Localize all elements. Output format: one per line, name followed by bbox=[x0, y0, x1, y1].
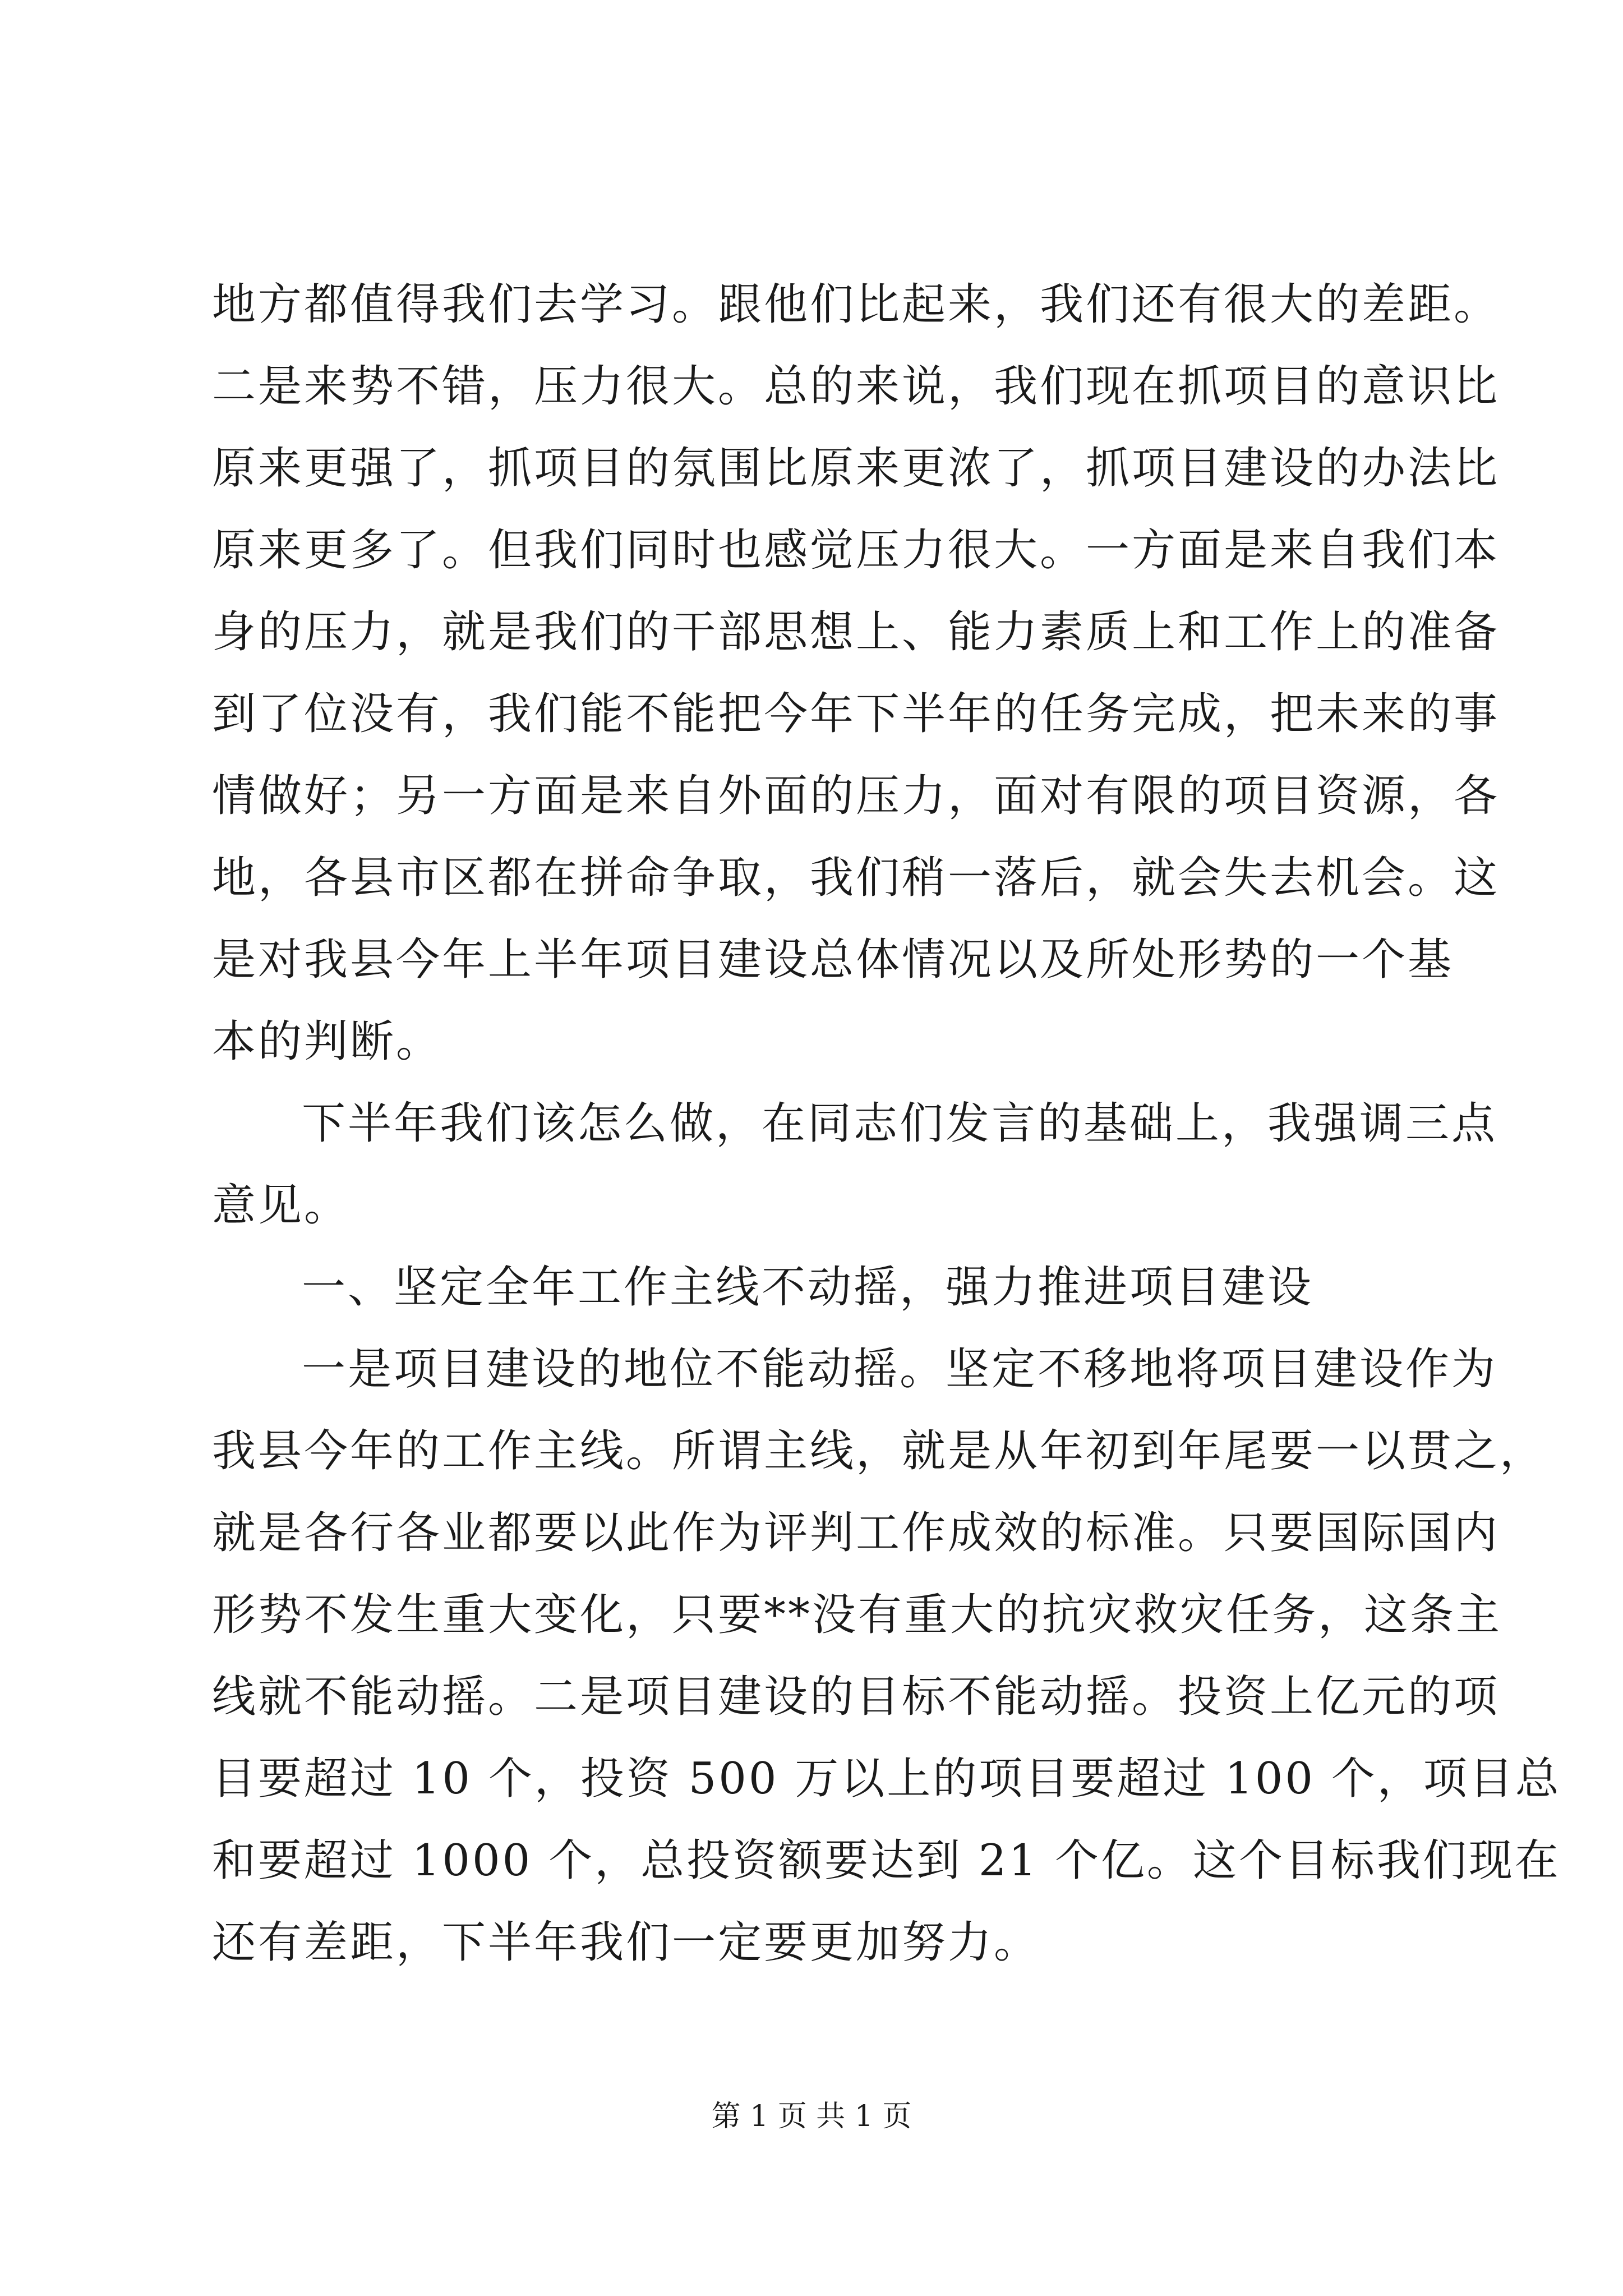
text-line-21: 还有差距，下半年我们一定要更加努力。 bbox=[212, 1917, 1040, 1968]
text-line-15: 我县今年的工作主线。所谓主线，就是从年初到年尾要一以贯之， bbox=[212, 1426, 1546, 1476]
text-line-3: 原来更强了，抓项目的氛围比原来更浓了，抓项目建设的办法比 bbox=[212, 443, 1500, 494]
text-line-20: 和要超过 1000 个，总投资额要达到 21 个亿。这个目标我们现在 bbox=[212, 1835, 1561, 1886]
page-footer: 第 1 页 共 1 页 bbox=[711, 2100, 912, 2133]
text-line-7: 情做好；另一方面是来自外面的压力，面对有限的项目资源，各 bbox=[212, 771, 1500, 821]
body-text bbox=[212, 264, 1561, 1984]
text-line-18: 线就不能动摇。二是项目建设的目标不能动摇。投资上亿元的项 bbox=[212, 1672, 1500, 1722]
text-line-6: 到了位没有，我们能不能把今年下半年的任务完成，把未来的事 bbox=[212, 689, 1500, 739]
text-line-10: 本的判断。 bbox=[212, 1016, 442, 1067]
text-line-5: 身的压力，就是我们的干部思想上、能力素质上和工作上的准备 bbox=[212, 607, 1500, 657]
text-line-9: 是对我县今年上半年项目建设总体情况以及所处形势的一个基 bbox=[212, 935, 1454, 985]
text-line-4: 原来更多了。但我们同时也感觉压力很大。一方面是来自我们本 bbox=[212, 525, 1500, 576]
text-line-11: 下半年我们该怎么做，在同志们发言的基础上，我强调三点 bbox=[302, 1098, 1498, 1149]
text-line-16: 就是各行各业都要以此作为评判工作成效的标准。只要国际国内 bbox=[212, 1508, 1500, 1558]
text-line-19: 目要超过 10 个，投资 500 万以上的项目要超过 100 个，项目总 bbox=[212, 1754, 1561, 1804]
section-heading: 一、坚定全年工作主线不动摇，强力推进项目建设 bbox=[302, 1262, 1314, 1313]
text-line-12: 意见。 bbox=[212, 1180, 351, 1231]
text-line-2: 二是来势不错，压力很大。总的来说，我们现在抓项目的意识比 bbox=[212, 361, 1500, 412]
text-line-17: 形势不发生重大变化，只要**没有重大的抗灾救灾任务，这条主 bbox=[212, 1590, 1502, 1640]
text-line-8: 地，各县市区都在拼命争取，我们稍一落后，就会失去机会。这 bbox=[212, 853, 1500, 903]
text-line-14: 一是项目建设的地位不能动摇。坚定不移地将项目建设作为 bbox=[302, 1344, 1498, 1395]
text-line-1: 地方都值得我们去学习。跟他们比起来，我们还有很大的差距。 bbox=[212, 279, 1500, 330]
